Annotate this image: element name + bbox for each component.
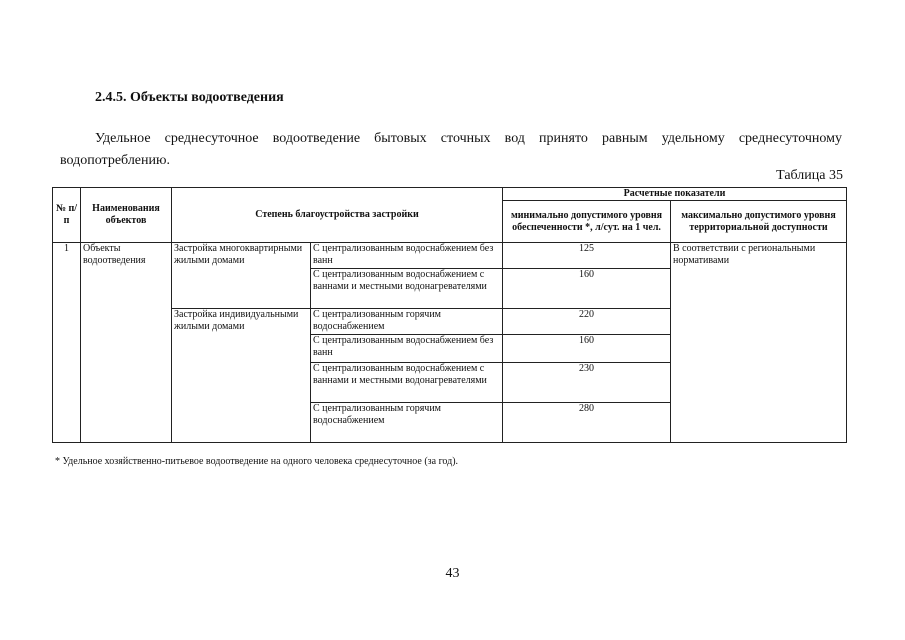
equipment-type: С централизованным горячим водоснабжением [311,309,503,335]
max-value: В соответствии с региональными нормативами [671,243,847,443]
header-max: максимально допустимого уровня территориальной доступности [671,201,847,243]
min-value: 160 [503,269,671,309]
group-name: Застройка индивидуальными жилыми домами [172,309,311,443]
header-calc: Расчетные показатели [503,188,847,201]
table-row [53,243,847,269]
intro-paragraph: Удельное среднесуточное водоотведение бытовых сточных вод принято равным удельному среднесуточному водопотреблению. [60,131,842,168]
min-value: 280 [503,403,671,443]
footnote: * Удельное хозяйственно-питьевое водоотведение на одного человека среднесуточное (за год). [55,456,459,467]
header-degree: Степень благоустройства застройки [172,188,503,243]
header-min: минимально допустимого уровня обеспеченности *, л/сут. на 1 чел. [503,201,671,243]
row-num: 1 [53,243,81,443]
equipment-type: С централизованным водоснабжением с ваннами и местными водонагревателями [311,269,503,309]
header-name: Наименования объектов [81,188,172,243]
equipment-type: С централизованным водоснабжением без ванн [311,335,503,363]
section-heading: 2.4.5. Объекты водоотведения [95,90,284,105]
header-num: № п/п [53,188,81,243]
page-number: 43 [445,566,460,581]
min-value: 220 [503,309,671,335]
equipment-type: С централизованным горячим водоснабжением [311,403,503,443]
object-name: Объекты водоотведения [81,243,172,443]
table-35 [52,187,847,443]
min-value: 125 [503,243,671,269]
equipment-type: С централизованным водоснабжением с ваннами и местными водонагревателями [311,363,503,403]
table-caption: Таблица 35 [776,168,843,183]
min-value: 160 [503,335,671,363]
equipment-type: С централизованным водоснабжением без ванн [311,243,503,269]
min-value: 230 [503,363,671,403]
group-name: Застройка многоквартирными жилыми домами [172,243,311,309]
